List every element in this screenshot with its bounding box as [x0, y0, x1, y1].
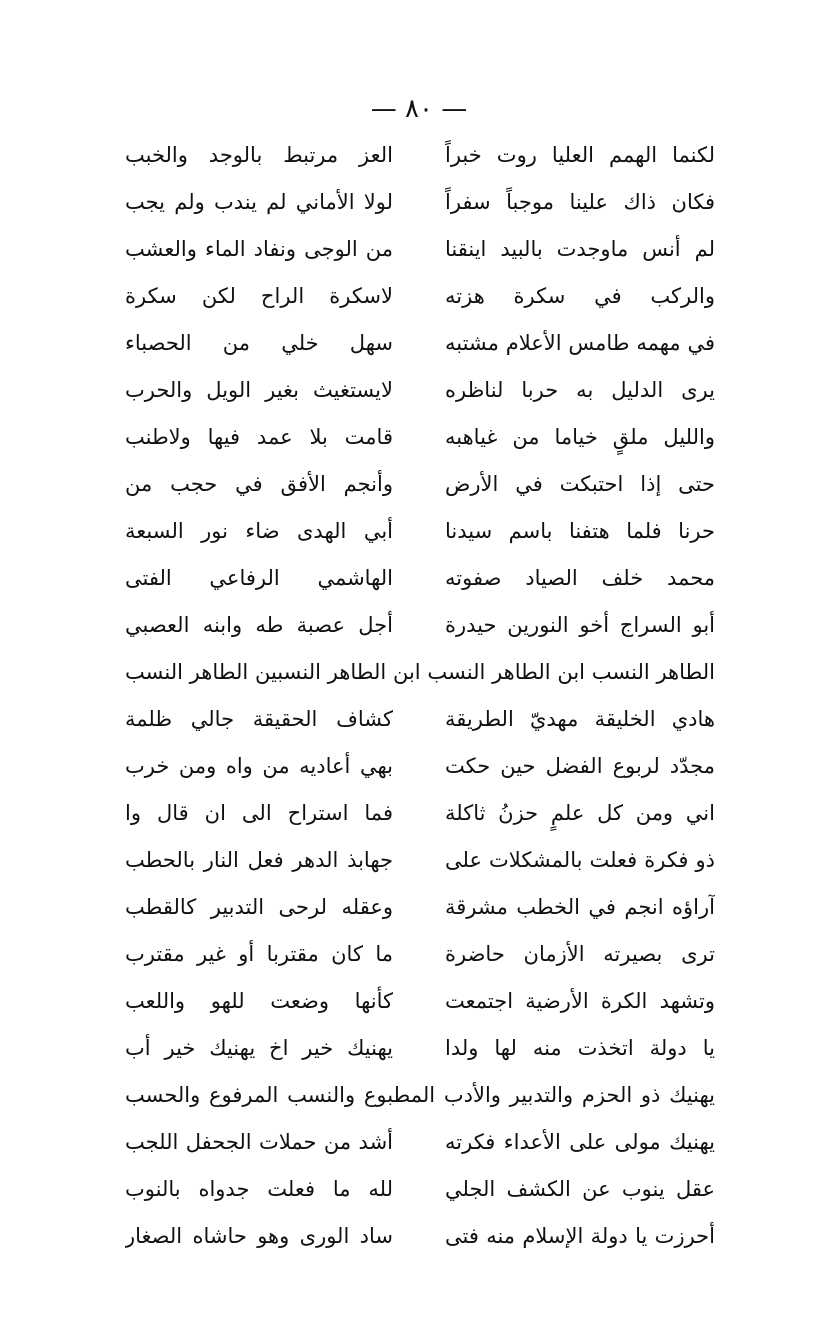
first-hemistich: آراؤه انجم في الخطب مشرقة [445, 895, 715, 919]
poem-verses [125, 132, 715, 1260]
first-hemistich: محمد خلف الصياد صفوته [445, 566, 715, 590]
second-hemistich: كشاف الحقيقة جالي ظلمة [125, 707, 393, 731]
verse-line [125, 743, 715, 790]
second-hemistich: فما استراح الى ان قال وا [125, 801, 393, 825]
verse-line [125, 461, 715, 508]
second-hemistich: لولا الأماني لم يندب ولم يجب [125, 190, 393, 214]
verse-line [125, 414, 715, 461]
first-hemistich: مجدّد لربوع الفضل حين حكت [445, 754, 715, 778]
verse-line [125, 696, 715, 743]
second-hemistich: لايستغيث بغير الويل والحرب [125, 378, 393, 402]
first-hemistich: والركب في سكرة هزته [445, 284, 715, 308]
verse-line [125, 320, 715, 367]
second-hemistich: قامت بلا عمد فيها ولاطنب [125, 425, 393, 449]
first-hemistich: يرى الدليل به حربا لناظره [445, 378, 715, 402]
second-hemistich: يهنيك خير اخ يهنيك خير أب [125, 1036, 393, 1060]
verse-line [125, 1025, 715, 1072]
second-hemistich: الهاشمي الرفاعي الفتى [125, 566, 393, 590]
verse-line [125, 1213, 715, 1260]
verse-line [125, 884, 715, 931]
first-hemistich: حتى إذا احتبكت في الأرض [445, 472, 715, 496]
first-hemistich: يا دولة اتخذت منه لها ولدا [445, 1036, 715, 1060]
second-hemistich: العز مرتبط بالوجد والخبب [125, 143, 393, 167]
verse-line [125, 790, 715, 837]
verse-line [125, 555, 715, 602]
page-number: — ٨٠ — [370, 94, 468, 124]
second-hemistich: بهي أعاديه من واه ومن خرب [125, 754, 393, 778]
second-hemistich: أجل عصبة طه وابنه العصبي [125, 613, 393, 637]
second-hemistich: وعقله لرحى التدبير كالقطب [125, 895, 393, 919]
second-hemistich: لله ما فعلت جدواه بالنوب [125, 1177, 393, 1201]
second-hemistich: وأنجم الأفق في حجب من [125, 472, 393, 496]
first-hemistich: أبو السراج أخو النورين حيدرة [445, 613, 715, 637]
first-hemistich: حرنا فلما هتفنا باسم سيدنا [445, 519, 715, 543]
verse-line [125, 132, 715, 179]
verse-line [125, 602, 715, 649]
verse-line [125, 179, 715, 226]
first-hemistich: اني ومن كل علمٍ حزنُ ثاكلة [445, 801, 715, 825]
verse-line [125, 273, 715, 320]
first-hemistich: والليل ملقٍ خياما من غياهبه [445, 425, 715, 449]
first-hemistich: ترى بصيرته الأزمان حاضرة [445, 942, 715, 966]
verse-line [125, 1166, 715, 1213]
verse-line [125, 226, 715, 273]
first-hemistich: وتشهد الكرة الأرضية اجتمعت [445, 989, 715, 1013]
verse-line-full: الطاهر النسب ابن الطاهر النسب ابن الطاهر النسبين الطاهر النسب [125, 660, 715, 684]
verse-line [125, 508, 715, 555]
first-hemistich: هادي الخليقة مهديّ الطريقة [445, 707, 715, 731]
first-hemistich: يهنيك مولى على الأعداء فكرته [445, 1130, 715, 1154]
first-hemistich: فكان ذاك علينا موجباً سفراً [445, 190, 715, 214]
verse-line-full: يهنيك ذو الحزم والتدبير والأدب المطبوع والنسب المرفوع والحسب [125, 1083, 715, 1107]
verse-line [125, 931, 715, 978]
second-hemistich: ما كان مقتربا أو غير مقترب [125, 942, 393, 966]
second-hemistich: سهل خلي من الحصباء [125, 331, 393, 355]
second-hemistich: ساد الورى وهو حاشاه الصغار [125, 1224, 393, 1248]
first-hemistich: ذو فكرة فعلت بالمشكلات على [445, 848, 715, 872]
first-hemistich: عقل ينوب عن الكشف الجلي [445, 1177, 715, 1201]
second-hemistich: أبي الهدى ضاء نور السبعة [125, 519, 393, 543]
first-hemistich: لم أنس ماوجدت بالبيد اينقنا [445, 237, 715, 261]
second-hemistich: لاسكرة الراح لكن سكرة [125, 284, 393, 308]
first-hemistich: أحرزت يا دولة الإسلام منه فتى [445, 1224, 715, 1248]
first-hemistich: في مهمه طامس الأعلام مشتبه [445, 331, 715, 355]
second-hemistich: أشد من حملات الجحفل اللجب [125, 1130, 393, 1154]
verse-line [125, 978, 715, 1025]
verse-line [125, 1119, 715, 1166]
verse-line [125, 367, 715, 414]
second-hemistich: جهابذ الدهر فعل النار بالحطب [125, 848, 393, 872]
first-hemistich: لكنما الهمم العليا روت خبراً [445, 143, 715, 167]
verse-line [125, 837, 715, 884]
second-hemistich: من الوجى ونفاد الماء والعشب [125, 237, 393, 261]
second-hemistich: كأنها وضعت للهو واللعب [125, 989, 393, 1013]
